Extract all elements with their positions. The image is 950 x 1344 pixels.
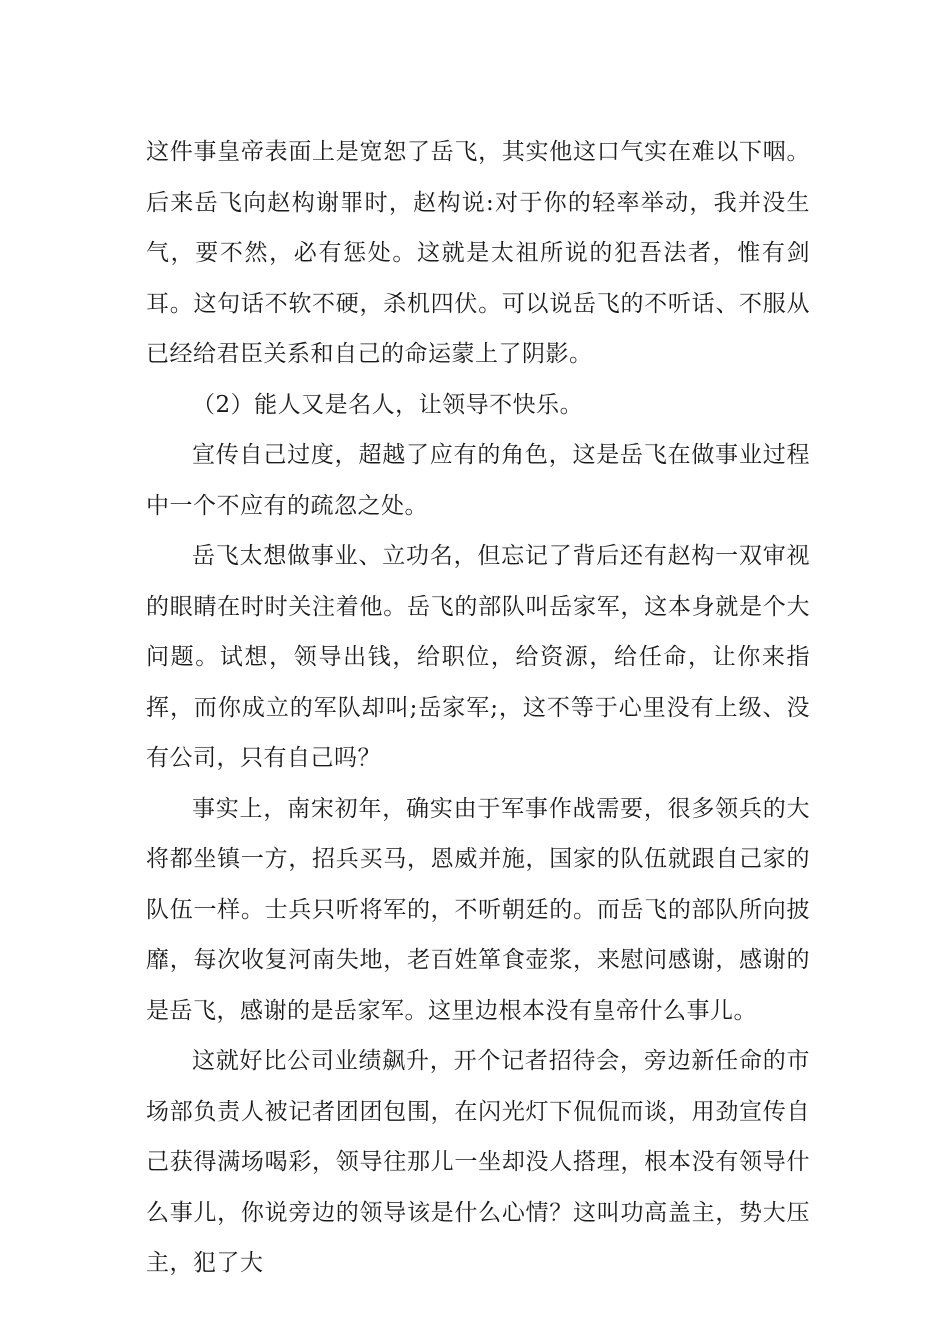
- paragraph-3: 宣传自己过度，超越了应有的角色，这是岳飞在做事业过程中一个不应有的疏忽之处。: [146, 442, 810, 519]
- document-body: [146, 127, 810, 1289]
- paragraph-2-heading: （2）能人又是名人，让领导不快乐。: [192, 391, 584, 418]
- paragraph-5: 事实上，南宋初年，确实由于军事作战需要，很多领兵的大将都坐镇一方，招兵买马，恩威并施，国家的队伍就跟自己家的队伍一样。士兵只听将军的，不听朝廷的。而岳飞的部队所向披靡，每次收复河南失地，老百姓箪食壶浆，来慰问感谢，感谢的是岳飞，感谢的是岳家军。这里边根本没有皇帝什么事儿。: [146, 795, 810, 1024]
- paragraph-6: 这就好比公司业绩飙升，开个记者招待会，旁边新任命的市场部负责人被记者团团包围，在闪光灯下侃侃而谈，用劲宣传自己获得满场喝彩，领导往那儿一坐却没人搭理，根本没有领导什么事儿，你说旁边的领导该是什么心情？这叫功高盖主，势大压主，犯了大: [146, 1048, 810, 1276]
- paragraph-4: 岳飞太想做事业、立功名，但忘记了背后还有赵构一双审视的眼睛在时时关注着他。岳飞的部队叫岳家军，这本身就是个大问题。试想，领导出钱，给职位，给资源，给任命，让你来指挥，而你成立的军队却叫;岳家军;，这不等于心里没有上级、没有公司，只有自己吗？: [146, 543, 810, 771]
- paragraph-1: 这件事皇帝表面上是宽恕了岳飞，其实他这口气实在难以下咽。后来岳飞向赵构谢罪时，赵构说:对于你的轻率举动，我并没生气，要不然，必有惩处。这就是太祖所说的犯吾法者，惟有剑耳。这句话不软不硬，杀机四伏。可以说岳飞的不听话、不服从已经给君臣关系和自己的命运蒙上了阴影。: [146, 139, 810, 367]
